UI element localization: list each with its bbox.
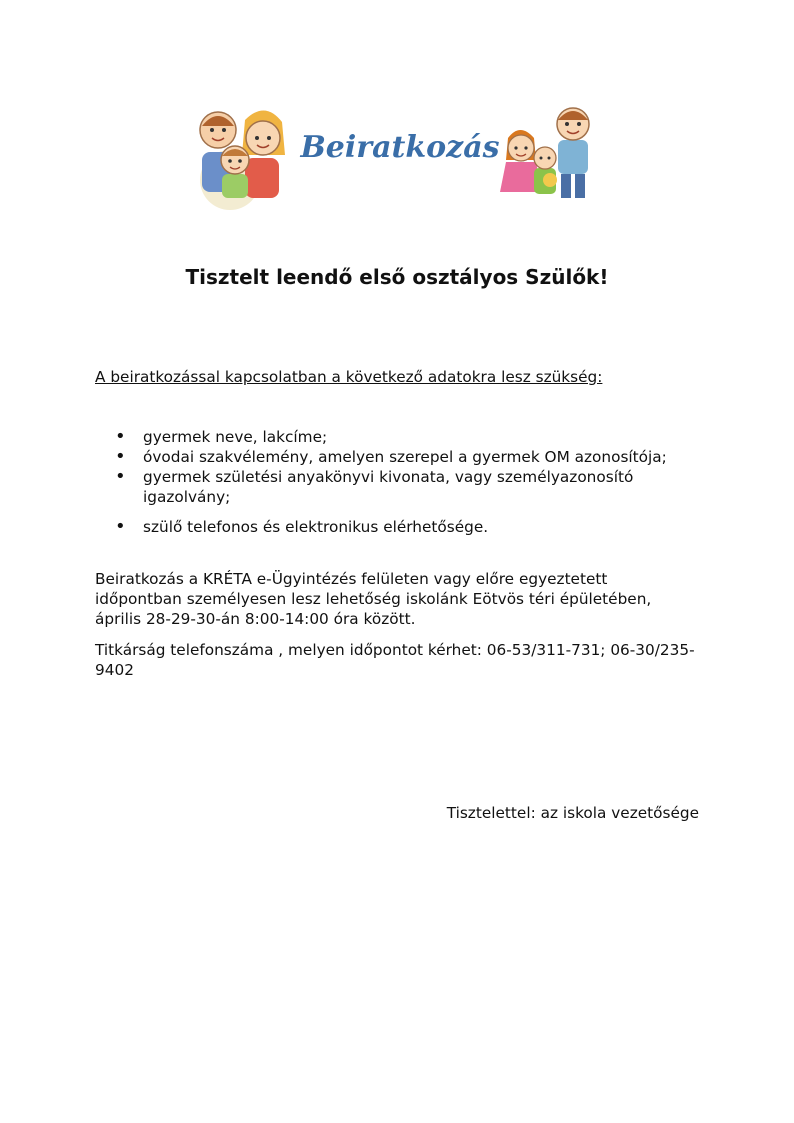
family-illustration-left-icon	[200, 110, 285, 210]
signature: Tisztelettel: az iskola vezetősége	[446, 804, 699, 822]
phone-info-paragraph: Titkárság telefonszáma , melyen időpontot kérhet: 06-53/311-731; 06-30/235-9402	[95, 641, 695, 679]
enrollment-info-paragraph: Beiratkozás a KRÉTA e-Ügyintézés felületen vagy előre egyeztetett időpontban személyesen lesz lehetőség iskolánk Eötvös téri épületében, április 28-29-30-án 8:00-14:00 óra között.	[95, 570, 652, 628]
list-item: • gyermek neve, lakcíme;	[95, 427, 715, 447]
page-title: Tisztelt leendő első osztályos Szülők!	[185, 265, 609, 289]
family-illustration-right-icon	[500, 108, 589, 198]
list-item: • gyermek születési anyakönyvi kivonata, vagy személyazonosító igazolvány;	[95, 467, 715, 507]
requirements-list	[95, 427, 715, 537]
list-item: • óvodai szakvélemény, amelyen szerepel a gyermek OM azonosítója;	[95, 447, 715, 467]
list-item: • szülő telefonos és elektronikus elérhetősége.	[95, 517, 715, 537]
intro-text: A beiratkozással kapcsolatban a következő adatokra lesz szükség:	[95, 368, 603, 386]
banner-title: Beiratkozás	[300, 130, 500, 165]
header-banner	[190, 100, 610, 210]
